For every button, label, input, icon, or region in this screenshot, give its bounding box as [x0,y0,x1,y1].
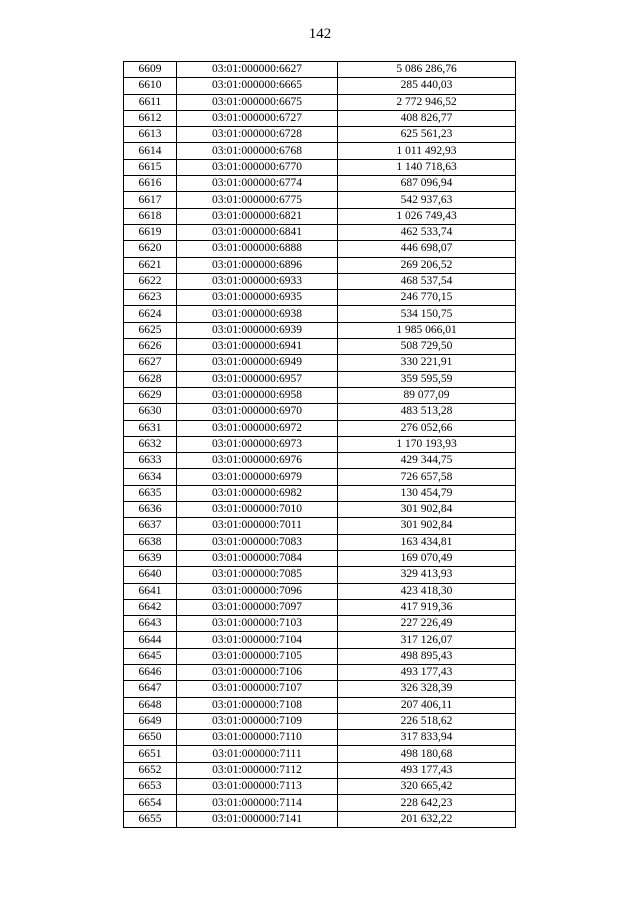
cadastral-number-cell: 03:01:000000:6973 [177,436,338,452]
cadastral-value-cell: 508 729,50 [338,339,516,355]
cadastral-value-cell: 1 985 066,01 [338,322,516,338]
cadastral-number-cell: 03:01:000000:6774 [177,176,338,192]
table-row [124,518,516,534]
row-number-cell: 6633 [124,453,177,469]
table-row [124,436,516,452]
cadastral-number-cell: 03:01:000000:6775 [177,192,338,208]
cadastral-value-cell: 329 413,93 [338,567,516,583]
page-number: 142 [308,26,332,42]
table-row [124,339,516,355]
cadastral-number-cell: 03:01:000000:7084 [177,550,338,566]
table-row [124,306,516,322]
table-row [124,143,516,159]
cadastral-value-cell: 417 919,36 [338,599,516,615]
cadastral-number-cell: 03:01:000000:6675 [177,94,338,110]
table-row [124,485,516,501]
table-row [124,681,516,697]
cadastral-value-cell: 5 086 286,76 [338,62,516,78]
row-number-cell: 6644 [124,632,177,648]
cadastral-value-cell: 301 902,84 [338,502,516,518]
row-number-cell: 6631 [124,420,177,436]
row-number-cell: 6642 [124,599,177,615]
cadastral-number-cell: 03:01:000000:7010 [177,502,338,518]
cadastral-number-cell: 03:01:000000:6841 [177,224,338,240]
row-number-cell: 6652 [124,762,177,778]
row-number-cell: 6654 [124,795,177,811]
table-row [124,241,516,257]
row-number-cell: 6620 [124,241,177,257]
table-row [124,664,516,680]
table-row [124,290,516,306]
table-row [124,502,516,518]
cadastral-number-cell: 03:01:000000:6972 [177,420,338,436]
cadastral-number-cell: 03:01:000000:6938 [177,306,338,322]
cadastral-value-cell: 227 226,49 [338,616,516,632]
cadastral-number-cell: 03:01:000000:7106 [177,664,338,680]
cadastral-value-cell: 446 698,07 [338,241,516,257]
cadastral-number-cell: 03:01:000000:6982 [177,485,338,501]
row-number-cell: 6626 [124,339,177,355]
table-row [124,257,516,273]
table-row [124,78,516,94]
cadastral-value-cell: 269 206,52 [338,257,516,273]
table-row [124,632,516,648]
table-row [124,746,516,762]
cadastral-value-cell: 163 434,81 [338,534,516,550]
table-row [124,159,516,175]
table-row [124,127,516,143]
table-row [124,550,516,566]
cadastral-value-cell: 226 518,62 [338,713,516,729]
row-number-cell: 6649 [124,713,177,729]
table-row [124,387,516,403]
table-row [124,713,516,729]
cadastral-number-cell: 03:01:000000:7085 [177,567,338,583]
table-row [124,762,516,778]
row-number-cell: 6624 [124,306,177,322]
row-number-cell: 6629 [124,387,177,403]
table-row [124,192,516,208]
table-row [124,420,516,436]
cadastral-value-cell: 285 440,03 [338,78,516,94]
row-number-cell: 6639 [124,550,177,566]
row-number-cell: 6613 [124,127,177,143]
cadastral-value-cell: 359 595,59 [338,371,516,387]
row-number-cell: 6634 [124,469,177,485]
cadastral-number-cell: 03:01:000000:7083 [177,534,338,550]
cadastral-number-cell: 03:01:000000:7107 [177,681,338,697]
cadastral-number-cell: 03:01:000000:6728 [177,127,338,143]
table-row [124,599,516,615]
cadastral-number-cell: 03:01:000000:6627 [177,62,338,78]
row-number-cell: 6640 [124,567,177,583]
cadastral-number-cell: 03:01:000000:6933 [177,273,338,289]
row-number-cell: 6651 [124,746,177,762]
cadastral-value-cell: 726 657,58 [338,469,516,485]
row-number-cell: 6609 [124,62,177,78]
cadastral-value-cell: 498 895,43 [338,648,516,664]
row-number-cell: 6647 [124,681,177,697]
cadastral-number-cell: 03:01:000000:7111 [177,746,338,762]
row-number-cell: 6628 [124,371,177,387]
cadastral-number-cell: 03:01:000000:6665 [177,78,338,94]
cadastral-value-cell: 246 770,15 [338,290,516,306]
row-number-cell: 6630 [124,404,177,420]
cadastral-number-cell: 03:01:000000:6939 [177,322,338,338]
row-number-cell: 6637 [124,518,177,534]
cadastral-value-cell: 493 177,43 [338,664,516,680]
cadastral-number-cell: 03:01:000000:6821 [177,208,338,224]
row-number-cell: 6627 [124,355,177,371]
cadastral-number-cell: 03:01:000000:7096 [177,583,338,599]
row-number-cell: 6614 [124,143,177,159]
table-row [124,697,516,713]
table-row [124,224,516,240]
row-number-cell: 6636 [124,502,177,518]
table-row [124,730,516,746]
row-number-cell: 6645 [124,648,177,664]
table-row [124,567,516,583]
cadastral-value-cell: 498 180,68 [338,746,516,762]
table-row [124,176,516,192]
row-number-cell: 6632 [124,436,177,452]
cadastral-value-cell: 1 011 492,93 [338,143,516,159]
cadastral-number-cell: 03:01:000000:7141 [177,811,338,827]
cadastral-number-cell: 03:01:000000:6949 [177,355,338,371]
cadastral-number-cell: 03:01:000000:6935 [177,290,338,306]
row-number-cell: 6638 [124,534,177,550]
table-row [124,355,516,371]
cadastral-value-cell: 2 772 946,52 [338,94,516,110]
cadastral-number-cell: 03:01:000000:7114 [177,795,338,811]
cadastral-value-cell: 1 140 718,63 [338,159,516,175]
cadastral-number-cell: 03:01:000000:7105 [177,648,338,664]
table-row [124,273,516,289]
cadastral-value-cell: 169 070,49 [338,550,516,566]
cadastral-value-cell: 1 170 193,93 [338,436,516,452]
cadastral-value-cell: 429 344,75 [338,453,516,469]
cadastral-number-cell: 03:01:000000:6888 [177,241,338,257]
cadastral-value-cell: 276 052,66 [338,420,516,436]
cadastral-number-cell: 03:01:000000:6976 [177,453,338,469]
row-number-cell: 6625 [124,322,177,338]
cadastral-number-cell: 03:01:000000:7011 [177,518,338,534]
row-number-cell: 6622 [124,273,177,289]
row-number-cell: 6612 [124,110,177,126]
table-row [124,616,516,632]
row-number-cell: 6643 [124,616,177,632]
table-row [124,534,516,550]
table-row [124,94,516,110]
cadastral-value-cell: 207 406,11 [338,697,516,713]
cadastral-value-cell: 320 665,42 [338,779,516,795]
cadastral-number-cell: 03:01:000000:7113 [177,779,338,795]
table-row [124,779,516,795]
cadastral-value-cell: 493 177,43 [338,762,516,778]
cadastral-value-cell: 687 096,94 [338,176,516,192]
cadastral-number-cell: 03:01:000000:7109 [177,713,338,729]
cadastral-value-cell: 228 642,23 [338,795,516,811]
table-body [124,62,516,828]
cadastral-value-cell: 301 902,84 [338,518,516,534]
cadastral-number-cell: 03:01:000000:6768 [177,143,338,159]
cadastral-value-cell: 468 537,54 [338,273,516,289]
cadastral-number-cell: 03:01:000000:7112 [177,762,338,778]
cadastral-number-cell: 03:01:000000:7103 [177,616,338,632]
cadastral-value-cell: 330 221,91 [338,355,516,371]
cadastral-number-cell: 03:01:000000:7097 [177,599,338,615]
cadastral-number-cell: 03:01:000000:6979 [177,469,338,485]
cadastral-value-cell: 625 561,23 [338,127,516,143]
cadastral-number-cell: 03:01:000000:7104 [177,632,338,648]
row-number-cell: 6635 [124,485,177,501]
cadastral-value-cell: 462 533,74 [338,224,516,240]
cadastral-number-cell: 03:01:000000:6957 [177,371,338,387]
cadastral-value-cell: 89 077,09 [338,387,516,403]
row-number-cell: 6641 [124,583,177,599]
cadastral-value-cell: 201 632,22 [338,811,516,827]
row-number-cell: 6621 [124,257,177,273]
table-row [124,583,516,599]
table-row [124,62,516,78]
cadastral-value-cell: 423 418,30 [338,583,516,599]
table-row [124,110,516,126]
table-row [124,795,516,811]
table-row [124,469,516,485]
row-number-cell: 6650 [124,730,177,746]
cadastral-number-cell: 03:01:000000:7108 [177,697,338,713]
cadastral-value-cell: 130 454,79 [338,485,516,501]
table-row [124,371,516,387]
row-number-cell: 6617 [124,192,177,208]
table-row [124,404,516,420]
table-row [124,811,516,827]
cadastral-number-cell: 03:01:000000:6770 [177,159,338,175]
row-number-cell: 6648 [124,697,177,713]
cadastral-number-cell: 03:01:000000:6896 [177,257,338,273]
cadastral-number-cell: 03:01:000000:6941 [177,339,338,355]
row-number-cell: 6619 [124,224,177,240]
cadastral-number-cell: 03:01:000000:7110 [177,730,338,746]
cadastral-value-table [123,61,516,828]
cadastral-number-cell: 03:01:000000:6727 [177,110,338,126]
table-row [124,322,516,338]
cadastral-value-cell: 408 826,77 [338,110,516,126]
row-number-cell: 6611 [124,94,177,110]
table-row [124,453,516,469]
row-number-cell: 6615 [124,159,177,175]
cadastral-value-cell: 326 328,39 [338,681,516,697]
row-number-cell: 6653 [124,779,177,795]
table-row [124,208,516,224]
table-row [124,648,516,664]
cadastral-value-cell: 542 937,63 [338,192,516,208]
cadastral-value-cell: 483 513,28 [338,404,516,420]
cadastral-value-cell: 534 150,75 [338,306,516,322]
row-number-cell: 6610 [124,78,177,94]
cadastral-value-cell: 317 833,94 [338,730,516,746]
row-number-cell: 6618 [124,208,177,224]
cadastral-value-cell: 1 026 749,43 [338,208,516,224]
cadastral-value-cell: 317 126,07 [338,632,516,648]
cadastral-number-cell: 03:01:000000:6958 [177,387,338,403]
row-number-cell: 6655 [124,811,177,827]
cadastral-number-cell: 03:01:000000:6970 [177,404,338,420]
row-number-cell: 6616 [124,176,177,192]
row-number-cell: 6646 [124,664,177,680]
row-number-cell: 6623 [124,290,177,306]
